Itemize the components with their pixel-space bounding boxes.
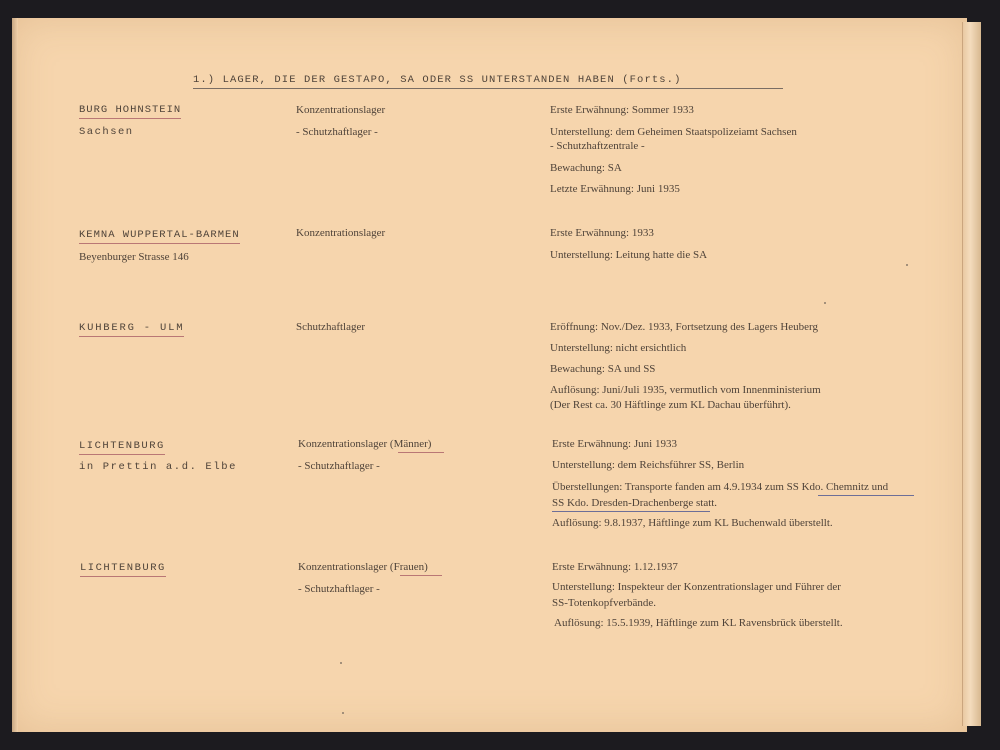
- camp-name: LICHTENBURG: [80, 562, 166, 577]
- camp-name: BURG HOHNSTEIN: [79, 104, 181, 119]
- camp-location: in Prettin a.d. Elbe: [79, 461, 238, 473]
- camp-detail: Auflösung: 9.8.1937, Häftlinge zum KL Buchenwald überstellt.: [552, 517, 833, 529]
- camp-detail: Unterstellung: nicht ersichtlich: [550, 342, 687, 354]
- camp-type: Schutzhaftlager: [296, 321, 366, 333]
- camp-detail: Bewachung: SA: [550, 162, 622, 174]
- camp-detail: Unterstellung: Leitung hatte die SA: [550, 249, 708, 261]
- page-stack-edge: [962, 22, 981, 726]
- camp-detail: Auflösung: 15.5.1939, Häftlinge zum KL Ravensbrück überstellt.: [554, 617, 843, 629]
- annotation-underline: [552, 511, 710, 512]
- camp-detail: Überstellungen: Transporte fanden am 4.9.1934 zum SS Kdo. Chemnitz und: [552, 481, 889, 493]
- camp-subtype: - Schutzhaftlager -: [298, 460, 380, 472]
- annotation-underline: [398, 452, 444, 453]
- camp-subtype: - Schutzhaftlager -: [298, 583, 380, 595]
- camp-name: KUHBERG - ULM: [79, 322, 184, 337]
- camp-location: Sachsen: [79, 126, 134, 138]
- page-heading: 1.) LAGER, DIE DER GESTAPO, SA ODER SS UNTERSTANDEN HABEN (Forts.): [193, 74, 783, 89]
- camp-detail: Eröffnung: Nov./Dez. 1933, Fortsetzung des Lagers Heuberg: [550, 321, 819, 333]
- camp-detail: Auflösung: Juni/Juli 1935, vermutlich vom Innenministerium: [550, 384, 821, 396]
- camp-type: Konzentrationslager (Männer): [298, 438, 432, 450]
- camp-type: Konzentrationslager: [296, 227, 386, 239]
- camp-type: Konzentrationslager (Frauen): [298, 561, 428, 573]
- annotation-underline: [818, 495, 914, 496]
- camp-detail: Erste Erwähnung: Juni 1933: [552, 438, 677, 450]
- camp-location: Beyenburger Strasse 146: [79, 251, 189, 263]
- camp-detail: Erste Erwähnung: Sommer 1933: [550, 104, 694, 116]
- annotation-underline: [400, 575, 442, 576]
- camp-subtype: - Schutzhaftlager -: [296, 126, 378, 138]
- paper-speck: [906, 264, 908, 266]
- camp-detail: (Der Rest ca. 30 Häftlinge zum KL Dachau überführt).: [550, 399, 791, 411]
- camp-detail: Unterstellung: dem Reichsführer SS, Berlin: [552, 459, 745, 471]
- page-binding-edge: [12, 18, 18, 732]
- camp-type: Konzentrationslager: [296, 104, 386, 116]
- camp-name: KEMNA WUPPERTAL-BARMEN: [79, 229, 240, 244]
- camp-detail: Unterstellung: dem Geheimen Staatspolizeiamt Sachsen: [550, 126, 797, 138]
- camp-detail: Erste Erwähnung: 1933: [550, 227, 654, 239]
- paper-speck: [342, 712, 344, 714]
- paper-speck: [824, 302, 826, 304]
- camp-detail: Erste Erwähnung: 1.12.1937: [552, 561, 678, 573]
- camp-detail: - Schutzhaftzentrale -: [550, 140, 645, 152]
- paper-speck: [340, 662, 342, 664]
- camp-detail: SS-Totenkopfverbände.: [552, 597, 657, 609]
- camp-name: LICHTENBURG: [79, 440, 165, 455]
- camp-detail: Bewachung: SA und SS: [550, 363, 656, 375]
- camp-detail: SS Kdo. Dresden-Drachenberge statt.: [552, 497, 718, 509]
- camp-detail: Letzte Erwähnung: Juni 1935: [550, 183, 680, 195]
- camp-detail: Unterstellung: Inspekteur der Konzentrationslager und Führer der: [552, 581, 841, 593]
